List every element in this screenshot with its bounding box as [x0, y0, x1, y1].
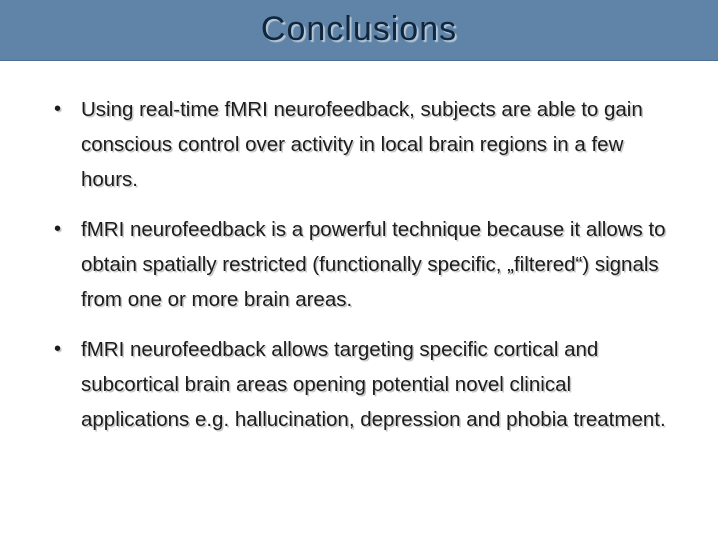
bullet-item [54, 212, 684, 317]
title-bar [0, 0, 718, 61]
bullet-text: fMRI neurofeedback is a powerful technique because it allows to obtain spatially restricted (functionally specific, „filtered“) signals from one or more brain areas. [81, 218, 666, 311]
bullet-dot-icon: • [54, 338, 62, 360]
slide-title: Conclusions [260, 10, 458, 48]
bullet-item [54, 332, 684, 437]
bullet-dot-icon: • [54, 98, 62, 120]
bullet-text: Using real-time fMRI neurofeedback, subjects are able to gain conscious control over activity in local brain regions in a few hours. [81, 98, 643, 191]
bullet-text: fMRI neurofeedback allows targeting specific cortical and subcortical brain areas opening potential novel clinical applications e.g. hallucination, depression and phobia treatment. [81, 338, 666, 431]
bullet-dot-icon: • [54, 218, 62, 240]
bullet-item [54, 92, 684, 197]
bullet-list [54, 92, 684, 452]
